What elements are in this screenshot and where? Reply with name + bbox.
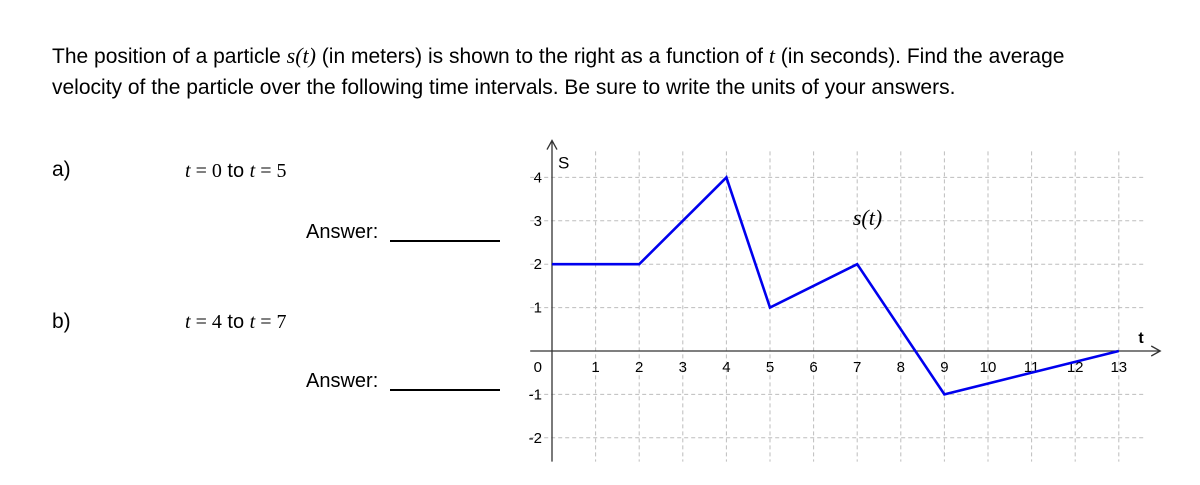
part-a-answer-label: Answer: bbox=[306, 221, 379, 243]
grid bbox=[530, 151, 1145, 461]
x-tick-label: 12 bbox=[1066, 359, 1084, 376]
y-tick-label: 4 bbox=[533, 169, 542, 187]
x-tick-label: 9 bbox=[940, 359, 949, 376]
axis-labels bbox=[558, 154, 1144, 347]
y-tick-label: 1 bbox=[533, 299, 542, 317]
part-a-label: a) bbox=[52, 158, 71, 181]
x-tick-label: 4 bbox=[722, 359, 731, 376]
x-tick-label: 2 bbox=[635, 359, 644, 376]
part-a-interval: t = 0 to t = 5 bbox=[185, 160, 287, 182]
curve-label: s(t) bbox=[852, 205, 883, 231]
part-b-label: b) bbox=[52, 310, 71, 333]
intro-text-1: The position of a particle bbox=[52, 45, 287, 68]
x-tick-label: 7 bbox=[853, 359, 862, 376]
y-tick-label: 3 bbox=[533, 212, 542, 230]
axes bbox=[530, 141, 1160, 462]
x-axis-label: t bbox=[1138, 330, 1144, 347]
y-tick-label: 0 bbox=[533, 359, 542, 376]
y-tick-label: -1 bbox=[528, 386, 542, 404]
part-b-interval: t = 4 to t = 7 bbox=[185, 311, 287, 333]
intro-text-2: (in meters) is shown to the right as a function of bbox=[315, 45, 769, 68]
x-tick-label: 5 bbox=[765, 359, 775, 376]
x-tick-label: 10 bbox=[979, 359, 997, 376]
x-tick-label: 13 bbox=[1110, 359, 1128, 376]
intro-s-of-t: s(t) bbox=[286, 43, 316, 68]
x-tick-label: 3 bbox=[678, 359, 687, 376]
part-b-answer-label: Answer: bbox=[306, 370, 379, 392]
x-tick-label: 6 bbox=[809, 359, 818, 376]
x-tick-label: 8 bbox=[896, 359, 905, 376]
y-tick-label: -2 bbox=[528, 429, 542, 447]
y-tick-label: 2 bbox=[533, 256, 542, 274]
intro-text-3: (in seconds). Find the average velocity of the particle over the following time intervals. Be sure to write the units of your answers. bbox=[52, 45, 1065, 99]
intro-t: t bbox=[768, 43, 775, 68]
x-tick-label: 1 bbox=[591, 359, 600, 376]
y-axis-label: S bbox=[558, 153, 570, 173]
x-tick-label: 11 bbox=[1023, 359, 1040, 376]
